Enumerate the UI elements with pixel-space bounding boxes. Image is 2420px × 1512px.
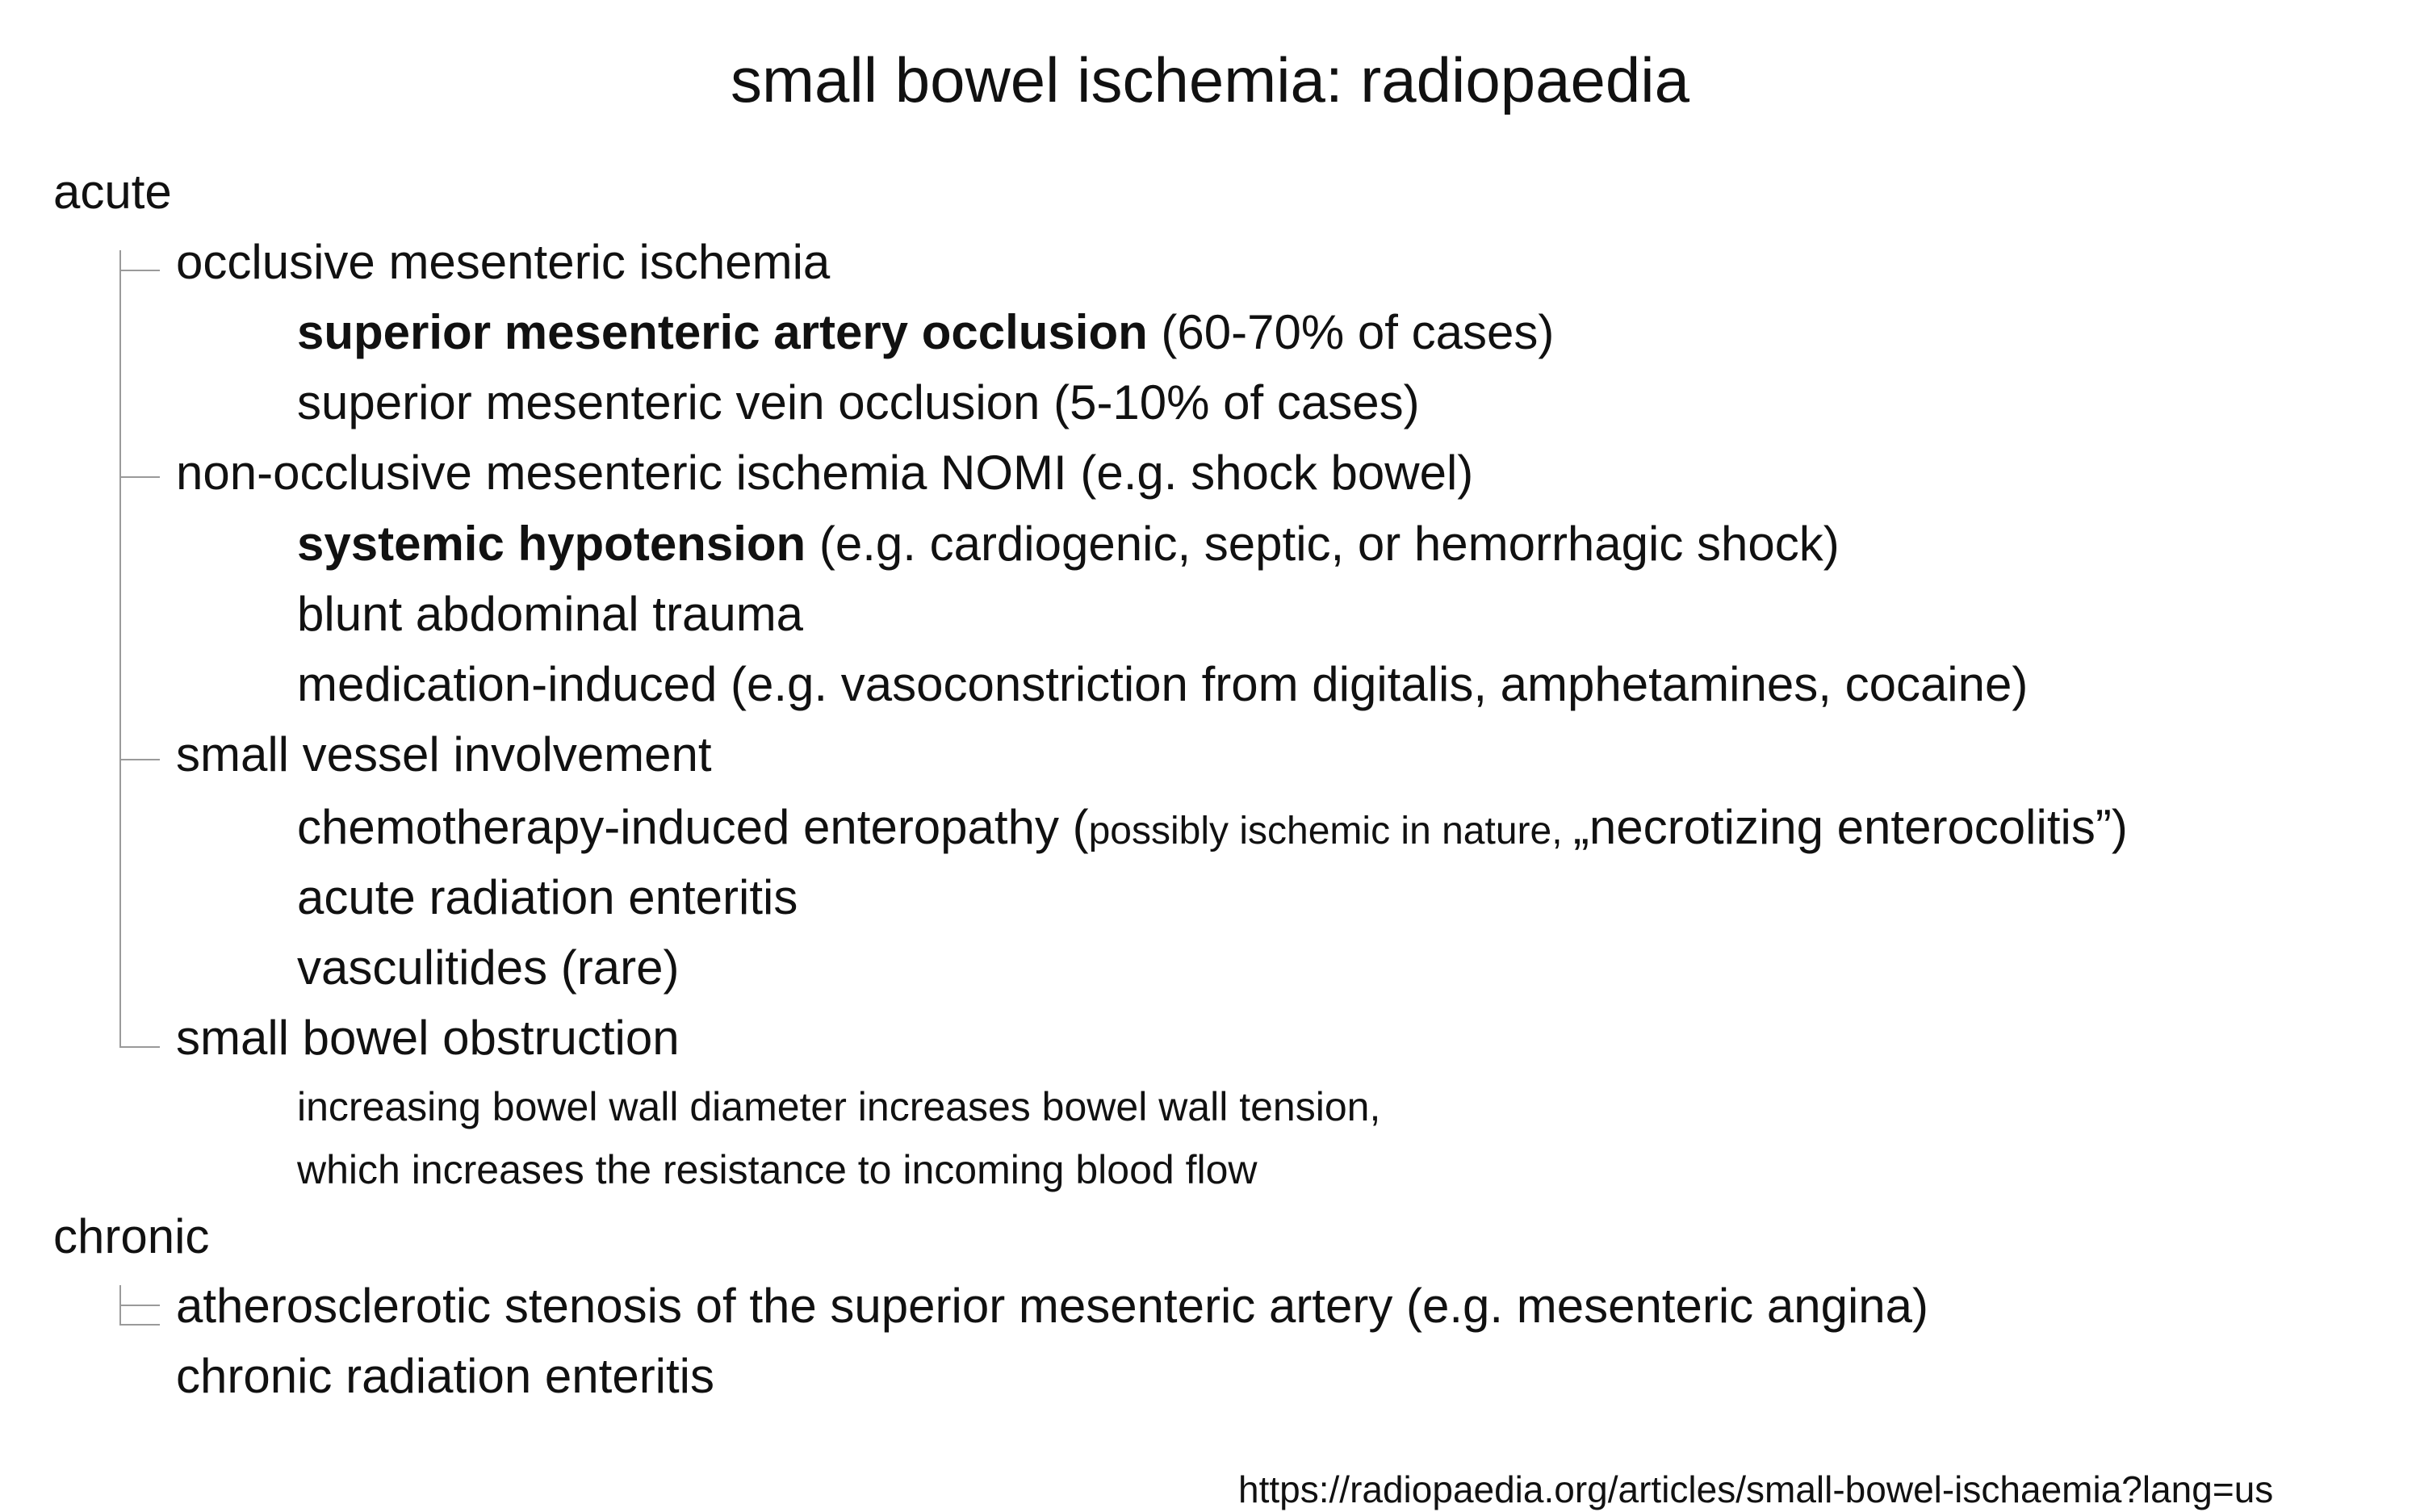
- heading-chronic: chronic: [53, 1209, 210, 1263]
- vasculitides-item: vasculitides (rare): [297, 940, 680, 995]
- chemotherapy-enteropathy-item: [297, 800, 2128, 854]
- sma-occlusion-bold: superior mesenteric artery occlusion: [297, 305, 1148, 359]
- heading-acute: acute: [53, 165, 172, 219]
- tree-branch-occlusive: [119, 270, 160, 271]
- tree-branch-athero: [119, 1305, 160, 1306]
- page-title: small bowel ischemia: radiopaedia: [731, 44, 1689, 115]
- small-vessel-involvement: small vessel involvement: [176, 727, 712, 781]
- tree-line-acute: [119, 250, 121, 1046]
- tree-branch-nomi: [119, 476, 160, 478]
- small-bowel-obstruction: small bowel obstruction: [176, 1011, 680, 1065]
- systemic-hypotension-item: [297, 517, 1840, 571]
- tree-branch-small-vessel: [119, 759, 160, 760]
- medication-induced-item: medication-induced (e.g. vasoconstriction from digitalis, amphetamines, cocaine): [297, 657, 2029, 711]
- occlusive-mesenteric-ischemia: occlusive mesenteric ischemia: [176, 235, 831, 289]
- atherosclerotic-stenosis-item: atherosclerotic stenosis of the superior mesenteric artery (e.g. mesenteric angina): [176, 1279, 1928, 1333]
- chemo-note: possibly ischemic in nature,: [1088, 810, 1573, 852]
- sma-occlusion-item: [297, 305, 1555, 359]
- chemo-end: „necrotizing enterocolitis”): [1572, 800, 2128, 854]
- sbo-explanation-line1: increasing bowel wall diameter increases bowel wall tension,: [297, 1084, 1381, 1129]
- source-url: https://radiopaedia.org/articles/small-bowel-ischaemia?lang=us: [1238, 1468, 2274, 1510]
- smv-occlusion-item: superior mesenteric vein occlusion (5-10% of cases): [297, 375, 1420, 429]
- systemic-hypotension-detail: (e.g. cardiogenic, septic, or hemorrhagic shock): [806, 517, 1840, 571]
- acute-radiation-enteritis-item: acute radiation enteritis: [297, 870, 798, 924]
- blunt-trauma-item: blunt abdominal trauma: [297, 587, 804, 641]
- tree-branch-chronic-radiation: [119, 1324, 160, 1326]
- nomi-item: non-occlusive mesenteric ischemia NOMI (e.g. shock bowel): [176, 446, 1474, 500]
- chemo-main: chemotherapy-induced enteropathy (: [297, 800, 1089, 854]
- chronic-radiation-enteritis-item: chronic radiation enteritis: [176, 1349, 715, 1403]
- sbo-explanation-line2: which increases the resistance to incoming blood flow: [297, 1147, 1258, 1192]
- sma-occlusion-percent: (60-70% of cases): [1147, 305, 1555, 359]
- systemic-hypotension-bold: systemic hypotension: [297, 517, 806, 571]
- tree-branch-sbo: [119, 1046, 160, 1048]
